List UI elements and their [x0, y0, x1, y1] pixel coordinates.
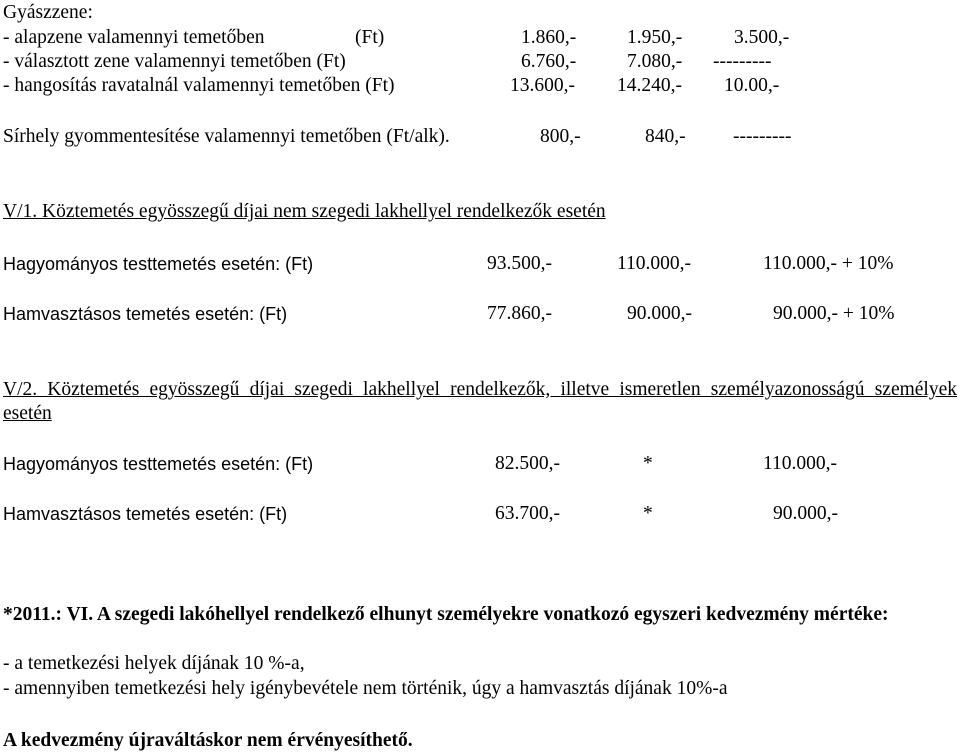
gyaszzene-heading: Gyászzene: [3, 2, 93, 23]
footnote-closing: A kedvezmény újraváltáskor nem érvényesíthető. [3, 730, 413, 751]
gyaszzene-row-1-price-1: 1.860,- [521, 27, 577, 48]
section-v1-row-2-label: Hamvasztásos temetés esetén: (Ft) [3, 304, 288, 324]
gyaszzene-row-2-price-3: --------- [713, 51, 772, 72]
gyaszzene-row-3-price-2: 14.240,- [617, 75, 682, 96]
sirhely-price-3: --------- [733, 126, 792, 147]
section-v1-row-1-price-1: 93.500,- [487, 253, 552, 274]
footnote-heading: *2011.: VI. A szegedi lakóhellyel rendelkező elhunyt személyekre vonatkozó egyszeri kedvezmény mértéke: [3, 604, 889, 625]
gyaszzene-row-1-unit: (Ft) [355, 27, 385, 48]
footnote-item-2: - amennyiben temetkezési hely igénybevétele nem történik, úgy a hamvasztás díjának 10%-a [3, 678, 728, 699]
gyaszzene-row-1-label: - alapzene valamennyi temetőben [3, 27, 265, 48]
section-v2-row-2-price-3: 90.000,- [773, 503, 838, 524]
section-v1-row-2-price-3: 90.000,- + 10% [773, 303, 895, 324]
gyaszzene-row-2-label: - választott zene valamennyi temetőben (Ft) [3, 51, 346, 72]
gyaszzene-row-1-price-2: 1.950,- [627, 27, 683, 48]
section-v1-row-1-price-3: 110.000,- + 10% [763, 253, 894, 274]
section-v2-row-2-price-1: 63.700,- [495, 503, 560, 524]
section-v1-row-2-price-1: 77.860,- [487, 303, 552, 324]
section-v1-row-2-price-2: 90.000,- [627, 303, 692, 324]
gyaszzene-row-3-price-1: 13.600,- [510, 75, 575, 96]
footnote-item-1: - a temetkezési helyek díjának 10 %-a, [3, 653, 305, 674]
section-v2-row-2-label: Hamvasztásos temetés esetén: (Ft) [3, 504, 288, 524]
gyaszzene-row-3-label: - hangosítás ravatalnál valamennyi temetőben (Ft) [3, 75, 395, 96]
section-v1-row-1-label: Hagyományos testtemetés esetén: (Ft) [3, 254, 314, 274]
section-v2-row-1-price-1: 82.500,- [495, 453, 560, 474]
section-v2-row-1-price-2: * [643, 453, 653, 474]
gyaszzene-row-1-price-3: 3.500,- [734, 27, 790, 48]
sirhely-label: Sírhely gyommentesítése valamennyi temetőben (Ft/alk). [3, 126, 450, 147]
section-v2-row-1-price-3: 110.000,- [763, 453, 838, 474]
gyaszzene-row-2-price-1: 6.760,- [521, 51, 577, 72]
gyaszzene-row-2-price-2: 7.080,- [627, 51, 683, 72]
section-v1-heading: V/1. Köztemetés egyösszegű díjai nem szegedi lakhellyel rendelkezők esetén [3, 201, 606, 222]
section-v1-row-1-price-2: 110.000,- [617, 253, 692, 274]
sirhely-price-1: 800,- [540, 126, 581, 147]
gyaszzene-row-3-price-3: 10.00,- [724, 75, 780, 96]
section-v2-heading: V/2. Köztemetés egyösszegű díjai szegedi lakhellyel rendelkezők, illetve ismeretlen személyazonosságú személyek esetén [3, 379, 957, 424]
section-v2-row-1-label: Hagyományos testtemetés esetén: (Ft) [3, 454, 314, 474]
section-v2-row-2-price-2: * [643, 503, 653, 524]
sirhely-price-2: 840,- [645, 126, 686, 147]
